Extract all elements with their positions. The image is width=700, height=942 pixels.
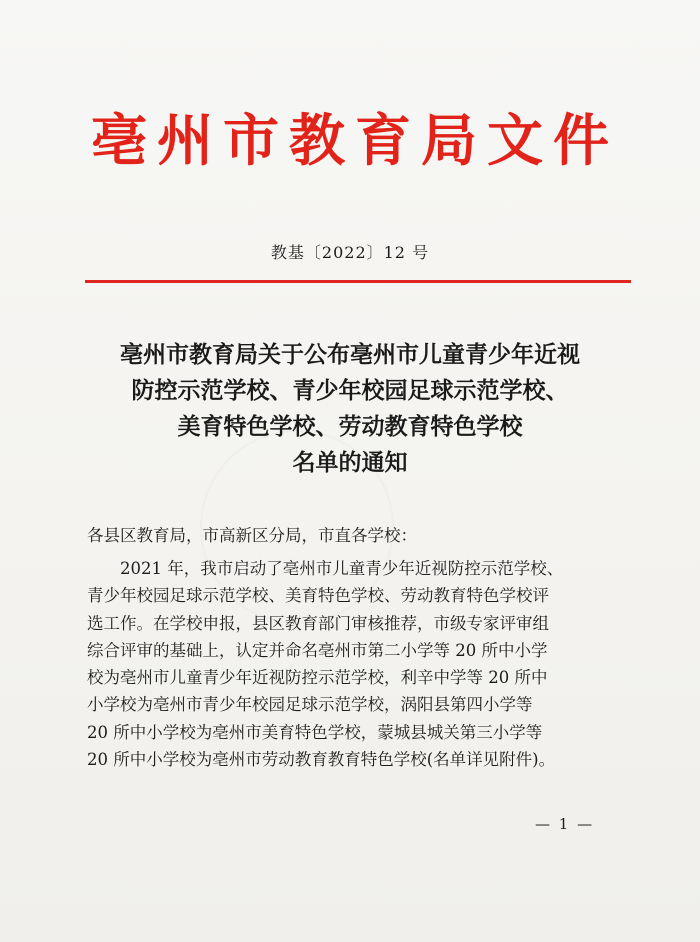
body-paragraph — [87, 555, 615, 773]
notice-title-line: 亳州市教育局关于公布亳州市儿童青少年近视 — [120, 341, 580, 368]
document-header-title: 亳州市教育局文件 — [91, 108, 619, 174]
notice-title — [0, 337, 700, 481]
document-number: 教基〔2022〕12 号 — [270, 243, 430, 262]
body-line: 综合评审的基础上，认定并命名亳州市第二小学等 20 所中小学 — [87, 640, 548, 660]
notice-body — [87, 522, 615, 773]
salutation: 各县区教育局，市高新区分局，市直各学校： — [87, 526, 417, 545]
notice-title-line: 名单的通知 — [292, 449, 408, 476]
notice-title-line: 美育特色学校、劳动教育特色学校 — [177, 413, 523, 440]
body-line: 青少年校园足球示范学校、美育特色学校、劳动教育特色学校评 — [87, 586, 549, 606]
notice-title-line: 防控示范学校、青少年校园足球示范学校、 — [131, 377, 569, 404]
body-line: 2021 年，我市启动了亳州市儿童青少年近视防控示范学校、 — [87, 559, 564, 578]
body-line: 选工作。在学校申报，县区教育部门审核推荐，市级专家评审组 — [87, 613, 549, 633]
page-number: — 1 — — [535, 815, 595, 833]
body-line: 校为亳州市儿童青少年近视防控示范学校，利辛中学等 20 所中 — [87, 668, 548, 688]
body-line: 小学校为亳州市青少年校园足球示范学校，涡阳县第四小学等 — [87, 695, 533, 715]
body-line: 20 所中小学校为亳州市美育特色学校，蒙城县城关第三小学等 — [87, 722, 543, 742]
red-divider-line — [85, 280, 631, 283]
body-line: 20 所中小学校为亳州市劳动教育教育特色学校(名单详见附件)。 — [87, 750, 556, 770]
